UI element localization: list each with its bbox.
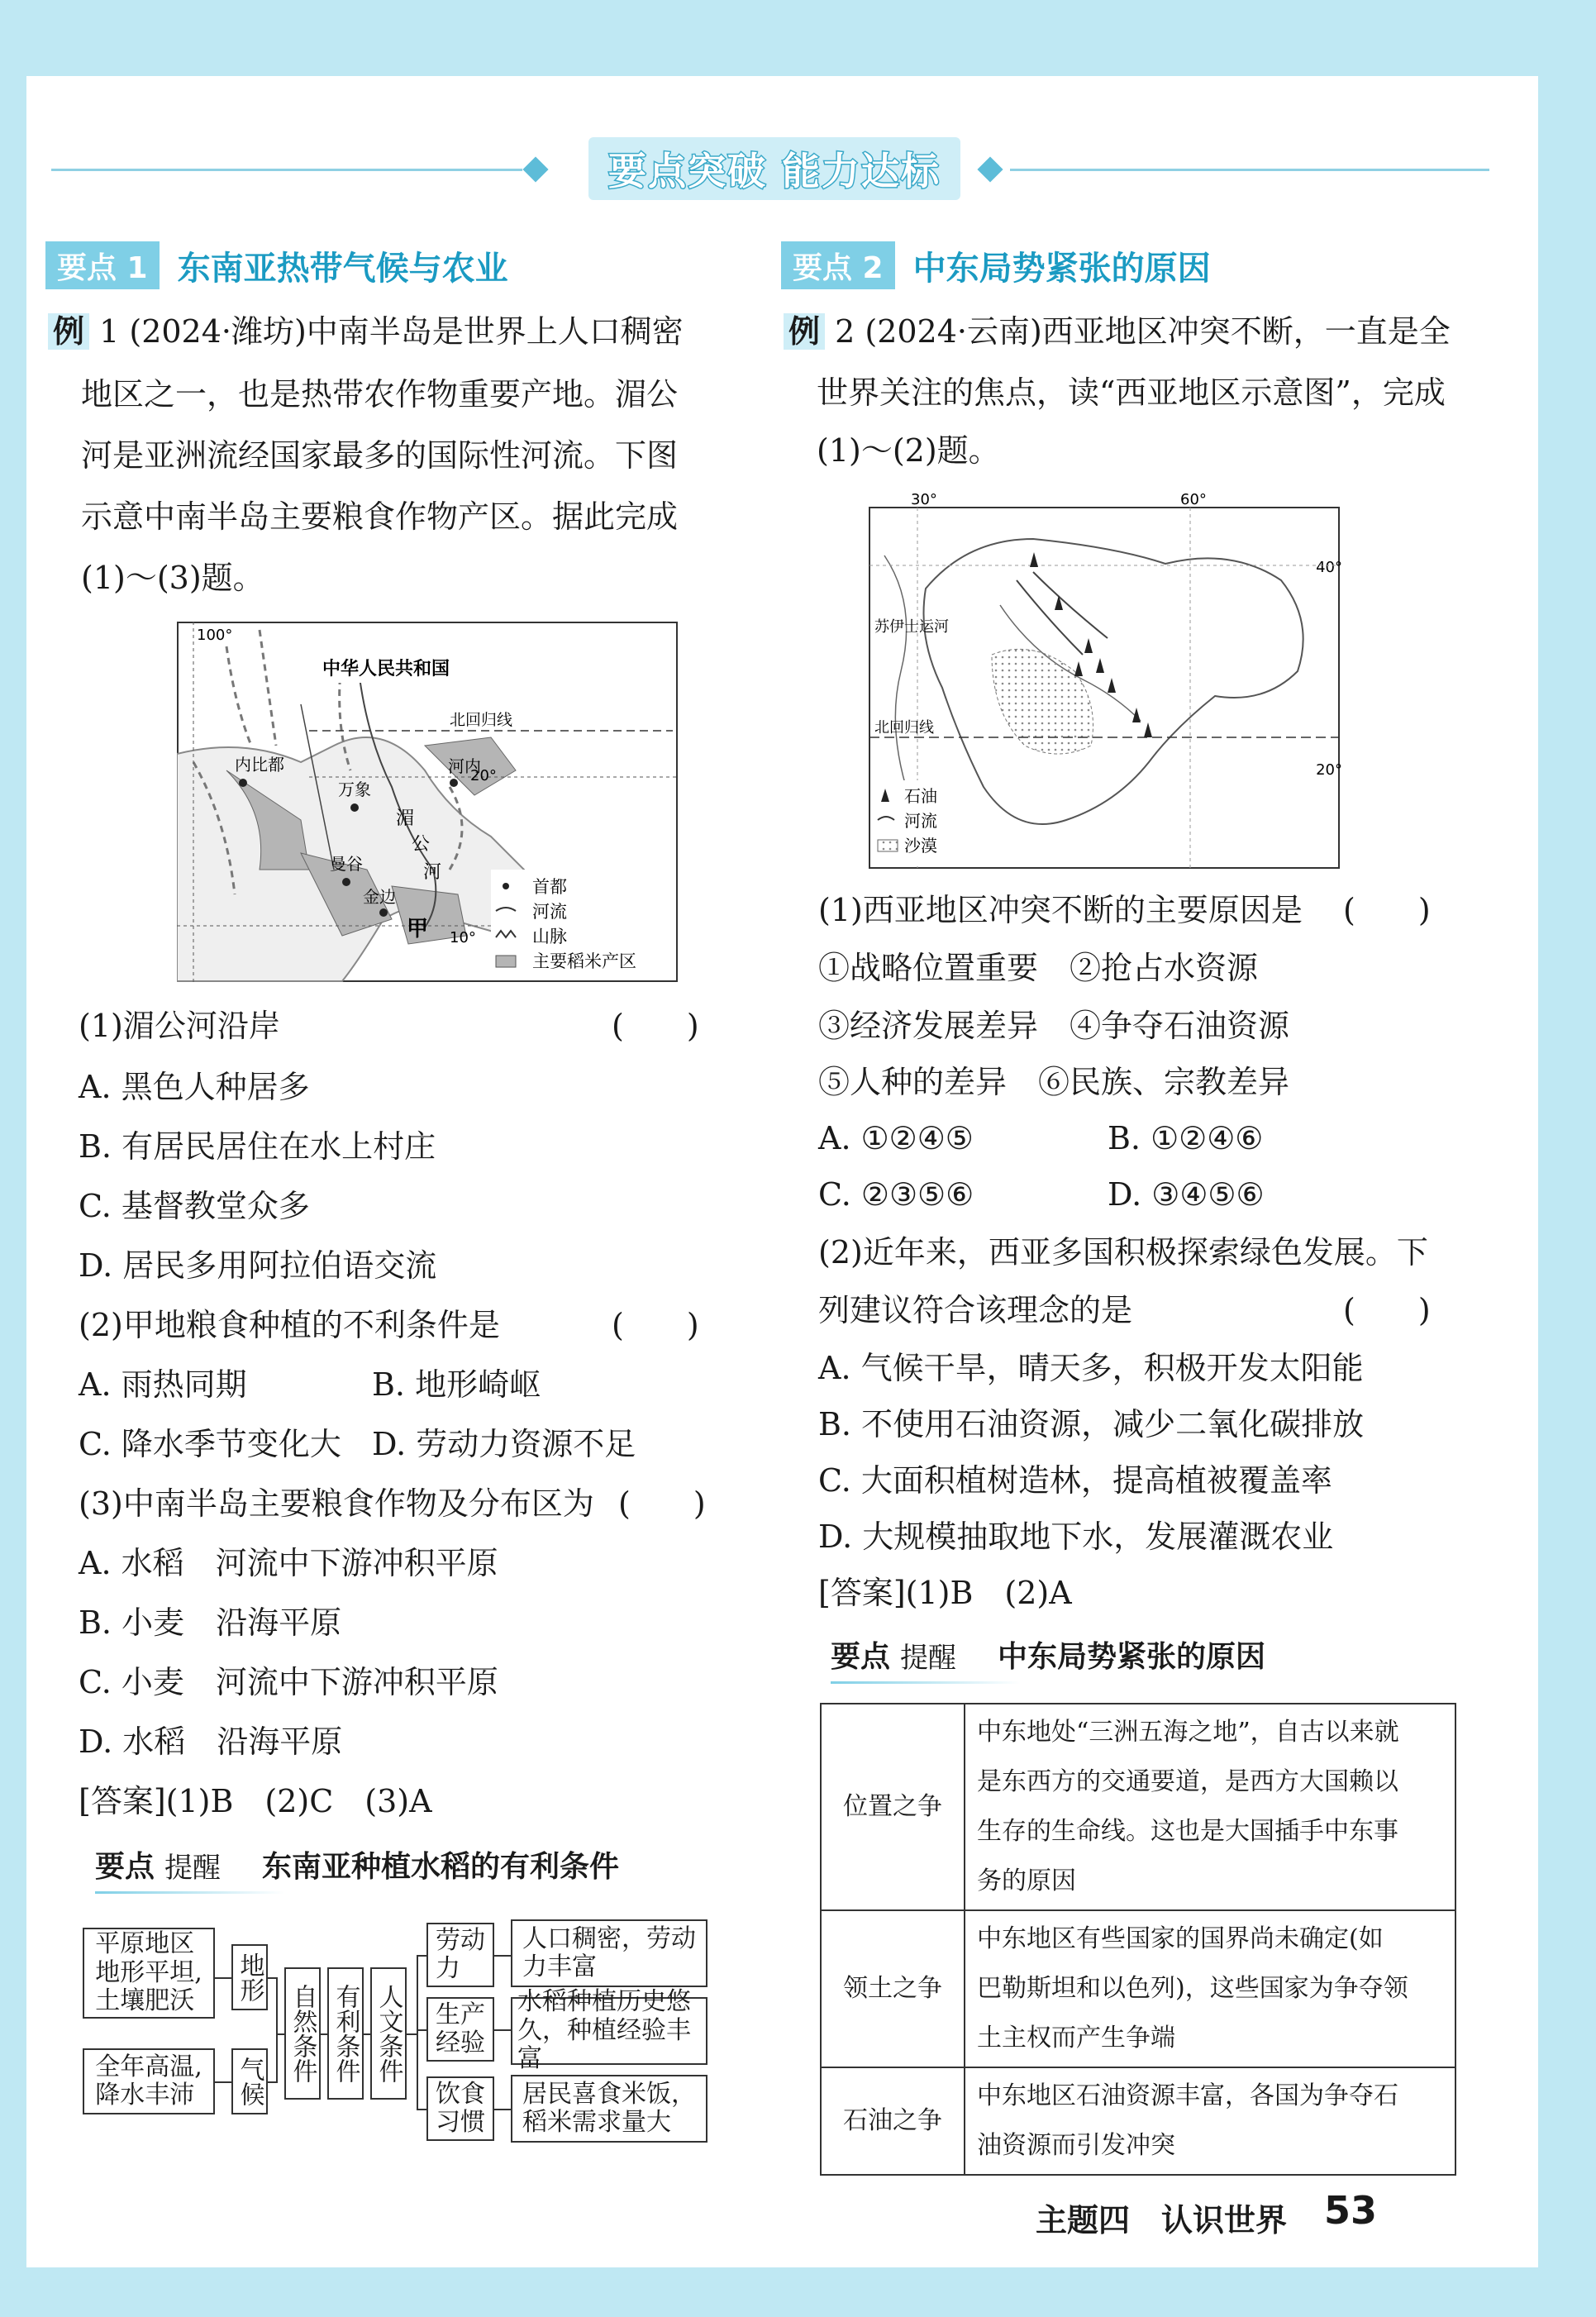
key-point-tag: 要点 2 <box>781 241 895 289</box>
q1-stem: (1)湄公河沿岸 <box>79 1008 280 1044</box>
reminder-left <box>95 1843 619 1886</box>
q4-stem: (1)西亚地区冲突不断的主要原因是 <box>818 892 1303 928</box>
legend-desert: 沙漠 <box>904 836 937 856</box>
q1-paren: ( ) <box>612 1008 699 1044</box>
q3-option-b: B. 小麦 沿海平原 <box>79 1604 342 1641</box>
q4-item-2: ③经济发展差异 ④争夺石油资源 <box>818 1008 1290 1044</box>
q4-paren: ( ) <box>1343 892 1431 928</box>
legend-rice: 主要稻米产区 <box>532 951 636 971</box>
map-lat-label: 10° <box>450 929 476 946</box>
key-point-2 <box>781 240 1211 291</box>
reminder-title: 中东局势紧张的原因 <box>998 1640 1266 1674</box>
capital-marker <box>342 878 350 886</box>
q2-option-c: C. 降水季节变化大 <box>79 1426 341 1462</box>
q3-option-c: C. 小麦 河流中下游冲积平原 <box>79 1664 498 1700</box>
flow-connector <box>276 1977 278 2083</box>
flow-connector <box>321 2033 327 2035</box>
flow-box-terrain: 地形 <box>231 1944 268 2010</box>
legend-river: 河流 <box>532 902 567 922</box>
flow-connector <box>268 1977 278 1979</box>
table-row <box>821 1704 1455 1910</box>
q3-option-d: D. 水稻 沿海平原 <box>79 1723 343 1760</box>
example-1-line-5: (1)～(3)题。 <box>81 560 264 596</box>
diamond-icon <box>522 156 548 182</box>
reminder-label-b: 提醒 <box>900 1642 957 1675</box>
example-2-line-3: (1)～(2)题。 <box>817 432 1000 469</box>
flow-box-production-detail: 水稻种植历史悠 久，种植经验丰富 <box>511 1997 707 2065</box>
q4-option-c: C. ②③⑤⑥ <box>818 1176 974 1213</box>
example-2-line-1: 例 2 (2024·云南)西亚地区冲突不断，一直是全 <box>784 316 1451 347</box>
flow-connector <box>364 2033 370 2035</box>
flow-connector <box>417 1955 418 2110</box>
q2-stem: (2)甲地粮食种植的不利条件是 <box>79 1307 500 1343</box>
map-lat-label: 20° <box>470 767 497 784</box>
example-1-line-1: 例 1 (2024·潍坊)中南半岛是世界上人口稠密 <box>48 316 684 347</box>
capital-icon <box>503 883 509 889</box>
flow-box-diet-detail: 居民喜食米饭， 稻米需求量大 <box>511 2075 707 2143</box>
diamond-icon <box>977 156 1003 182</box>
map-river-char: 河 <box>423 862 442 883</box>
reminder-label-b: 提醒 <box>164 1852 222 1885</box>
flow-box-human: 人文条件 <box>370 1967 407 2100</box>
flow-box-climate: 气候 <box>231 2048 268 2114</box>
flow-box-natural: 自然条件 <box>284 1967 321 2100</box>
q4-item-3: ⑤人种的差异 ⑥民族、宗教差异 <box>818 1064 1290 1100</box>
section-banner <box>26 132 1538 207</box>
table-key: 石油之争 <box>821 2067 965 2175</box>
legend-oil: 石油 <box>904 786 937 806</box>
q3-option-a: A. 水稻 河流中下游冲积平原 <box>79 1545 498 1581</box>
capital-marker <box>350 803 359 812</box>
banner-title-box <box>588 137 960 200</box>
q5-stem: (2)近年来，西亚多国积极探索绿色发展。下 <box>818 1234 1428 1271</box>
example-2-line-2: 世界关注的焦点，读“西亚地区示意图”，完成 <box>817 374 1446 411</box>
legend-capital: 首都 <box>532 877 567 897</box>
example-1-line-4: 示意中南半岛主要粮食作物产区。据此完成 <box>81 498 679 535</box>
frame-right <box>1538 0 1596 2317</box>
flow-box-diet: 饮食 习惯 <box>426 2076 494 2141</box>
map-city-vientiane: 万象 <box>338 779 371 799</box>
q2-option-a: A. 雨热同期 <box>79 1366 247 1403</box>
flow-arrow <box>494 2029 511 2031</box>
flow-arrow <box>494 2109 511 2110</box>
map-city-hanoi: 河内 <box>448 756 481 776</box>
q4-option-a: A. ①②④⑤ <box>818 1120 974 1156</box>
key-point-heading: 中东局势紧张的原因 <box>912 249 1211 288</box>
capital-marker <box>450 779 458 787</box>
banner-title: 要点突破 能力达标 <box>607 149 941 193</box>
key-point-tag: 要点 1 <box>45 241 160 289</box>
q2-option-b: B. 地形崎岖 <box>372 1366 541 1403</box>
flow-connector <box>417 2029 426 2031</box>
legend-river: 河流 <box>904 811 937 831</box>
legend-mountain: 山脉 <box>532 927 567 946</box>
page-number: 53 <box>1324 2188 1378 2233</box>
q3-stem: (3)中南半岛主要粮食作物及分布区为 <box>79 1485 594 1522</box>
flow-connector <box>276 2033 284 2035</box>
q4-option-b: B. ①②④⑥ <box>1108 1120 1264 1156</box>
q2-paren: ( ) <box>612 1307 699 1343</box>
q1-option-c: C. 基督教堂众多 <box>79 1188 310 1224</box>
q5-option-c: C. 大面积植树造林，提高植被覆盖率 <box>818 1462 1332 1499</box>
flow-box-production: 生产 经验 <box>426 1997 494 2062</box>
map-river-char: 湄 <box>396 808 415 829</box>
reminder-label-a: 要点 <box>831 1640 891 1674</box>
q1-option-b: B. 有居民居住在水上村庄 <box>79 1128 436 1165</box>
answer-1: [答案](1)B (2)C (3)A <box>79 1783 432 1819</box>
key-point-heading: 东南亚热带气候与农业 <box>177 249 508 288</box>
reason-table <box>820 1703 1456 2176</box>
q4-option-d: D. ③④⑤⑥ <box>1108 1176 1265 1213</box>
map-suez-label: 苏伊士运河 <box>874 618 949 636</box>
frame-top <box>0 0 1596 76</box>
reminder-label-a: 要点 <box>95 1850 155 1884</box>
reminder-right <box>831 1633 1265 1676</box>
flow-box-temp: 全年高温, 降水丰沛 <box>83 2048 215 2114</box>
table-value: 中东地区有些国家的国界尚未确定(如 巴勒斯坦和以色列)，这些国家为争夺领 土主权而产生争端 <box>965 1910 1455 2067</box>
banner-line-left <box>51 169 522 171</box>
table-value: 中东地区石油资源丰富，各国为争夺石 油资源而引发冲突 <box>965 2067 1455 2175</box>
map-longitude-label: 100° <box>197 627 233 644</box>
banner-line-right <box>1010 169 1489 171</box>
map-place-jia: 甲 <box>407 917 429 942</box>
flow-connector <box>407 2033 417 2035</box>
footer-title: 主题四 认识世界 <box>1036 2202 1288 2238</box>
table-row <box>821 1910 1455 2067</box>
key-point-1 <box>45 240 508 291</box>
map-river-char: 公 <box>412 834 431 855</box>
q3-paren: ( ) <box>618 1485 706 1522</box>
flow-box-labor: 劳动 力 <box>426 1923 494 1987</box>
flow-box-labor-detail: 人口稠密，劳动 力丰富 <box>511 1919 707 1987</box>
west-asia-map <box>868 489 1347 870</box>
map-lat-label: 40° <box>1316 559 1342 576</box>
q4-item-1: ①战略位置重要 ②抢占水资源 <box>818 950 1259 986</box>
example-1-line-3: 河是亚洲流经国家最多的国际性河流。下图 <box>81 437 679 474</box>
table-key: 位置之争 <box>821 1704 965 1910</box>
map-city-naypyidaw: 内比都 <box>235 755 284 775</box>
q5-option-a: A. 气候干旱，晴天多，积极开发太阳能 <box>818 1350 1364 1386</box>
flow-connector <box>417 1955 426 1957</box>
table-key: 领土之争 <box>821 1910 965 2067</box>
reminder-underline <box>95 1891 285 1894</box>
frame-bottom <box>0 2267 1596 2317</box>
table-row <box>821 2067 1455 2175</box>
flow-arrow <box>494 1955 511 1957</box>
q5-paren: ( ) <box>1343 1292 1431 1328</box>
map-lon-label: 60° <box>1180 491 1207 508</box>
indochina-map <box>177 622 678 982</box>
capital-marker <box>379 908 388 917</box>
example-label: 例 <box>48 313 89 350</box>
map-lon-label: 30° <box>911 491 937 508</box>
q1-option-a: A. 黑色人种居多 <box>79 1069 310 1105</box>
example-1-line-2: 地区之一，也是热带农作物重要产地。湄公 <box>81 376 679 412</box>
table-value: 中东地处“三洲五海之地”，自古以来就 是东西方的交通要道，是西方大国赖以 生存的生命线。这也是大国插手中东事 务的原因 <box>965 1704 1455 1910</box>
reminder-title: 东南亚种植水稻的有利条件 <box>262 1850 620 1884</box>
rice-area-icon <box>496 956 516 967</box>
answer-2: [答案](1)B (2)A <box>818 1575 1072 1611</box>
q2-option-d: D. 劳动力资源不足 <box>372 1426 636 1462</box>
flow-arrow <box>215 1977 231 1979</box>
flow-connector <box>417 2109 426 2110</box>
map-city-bangkok: 曼谷 <box>330 854 363 874</box>
q1-option-d: D. 居民多用阿拉伯语交流 <box>79 1247 437 1284</box>
reminder-underline <box>831 1681 1021 1684</box>
map-city-phnompenh: 金边 <box>363 887 396 907</box>
map-tropic-label: 北回归线 <box>874 719 934 737</box>
q5-option-d: D. 大规模抽取地下水，发展灌溉农业 <box>818 1518 1334 1555</box>
map-tropic-label: 北回归线 <box>450 711 513 729</box>
map-country-label: 中华人民共和国 <box>322 659 450 679</box>
frame-left <box>0 0 26 2317</box>
example-label: 例 <box>784 313 825 350</box>
flow-box-favorable: 有利条件 <box>327 1967 364 2100</box>
desert-icon <box>878 840 898 851</box>
capital-marker <box>239 779 247 787</box>
flow-arrow <box>215 2081 231 2083</box>
map-lat-label: 20° <box>1316 761 1342 779</box>
flow-connector <box>268 2081 278 2083</box>
flow-box-plain: 平原地区 地形平坦, 土壤肥沃 <box>83 1928 215 2019</box>
q5-stem-2: 列建议符合该理念的是 <box>818 1292 1133 1328</box>
q5-option-b: B. 不使用石油资源，减少二氧化碳排放 <box>818 1406 1365 1442</box>
